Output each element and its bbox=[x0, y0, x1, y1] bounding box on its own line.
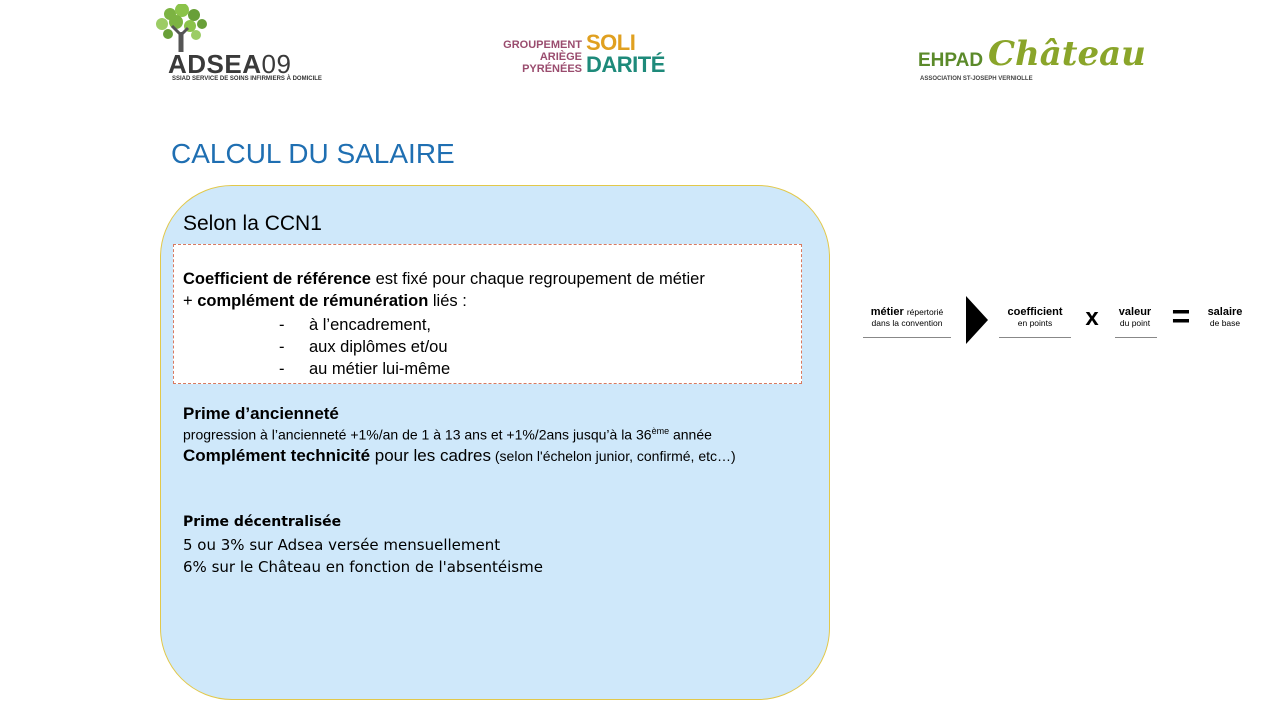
complement-line: + complément de rémunération liés : bbox=[183, 292, 467, 310]
solidarite-logo bbox=[494, 30, 674, 80]
ehpad-logo bbox=[916, 34, 1146, 89]
arrow-right-icon bbox=[964, 296, 990, 344]
formula-metier: métier répertorié dans la convention bbox=[870, 306, 944, 328]
prime-decentralisee-line1: 5 ou 3% sur Adsea versée mensuellement bbox=[183, 536, 501, 554]
adsea-subtitle: SSIAD SERVICE DE SOINS INFIRMIERS À DOMICILE bbox=[172, 76, 322, 82]
solidarite-word2: DARITÉ bbox=[586, 52, 665, 77]
adsea-logo bbox=[150, 4, 322, 88]
underline-divider bbox=[999, 337, 1071, 338]
prime-decentralisee-title: Prime décentralisée bbox=[183, 514, 342, 530]
solidarite-word1: SOLI bbox=[586, 30, 636, 55]
prime-anciennete-text: progression à l’ancienneté +1%/an de 1 à 13 ans et +1%/2ans jusqu’à la 36ème année bbox=[183, 426, 712, 443]
panel-heading: Selon la CCN1 bbox=[183, 212, 322, 235]
technicite-line: Complément technicité pour les cadres (selon l'échelon junior, confirmé, etc…) bbox=[183, 446, 736, 465]
formula-valeur: valeur du point bbox=[1118, 306, 1152, 328]
times-sign: x bbox=[1085, 304, 1099, 331]
tree-icon bbox=[150, 4, 220, 54]
coefficient-line: Coefficient de référence est fixé pour chaque regroupement de métier bbox=[183, 270, 705, 288]
ehpad-prefix: EHPAD bbox=[918, 50, 984, 71]
formula-salaire: salaire de base bbox=[1207, 306, 1243, 328]
solidarite-line1: GROUPEMENT bbox=[503, 39, 582, 51]
page-title: CALCUL DU SALAIRE bbox=[171, 138, 455, 169]
coefficient-box bbox=[173, 244, 802, 384]
adsea-name: ADSEA09 bbox=[168, 49, 292, 79]
ehpad-name: Château bbox=[988, 34, 1146, 74]
solidarite-line2: ARIÈGE bbox=[539, 51, 582, 63]
ehpad-association: ASSOCIATION ST-JOSEPH VERNIOLLE bbox=[920, 76, 1033, 82]
underline-divider bbox=[1115, 337, 1157, 338]
prime-decentralisee-line2: 6% sur le Château en fonction de l'absentéisme bbox=[183, 558, 543, 576]
prime-anciennete-title: Prime d’ancienneté bbox=[183, 404, 339, 423]
equals-sign: = bbox=[1171, 298, 1191, 334]
underline-divider bbox=[863, 337, 951, 338]
solidarite-line3: PYRÉNÉES bbox=[522, 63, 582, 75]
formula-coefficient: coefficient en points bbox=[1007, 306, 1063, 328]
